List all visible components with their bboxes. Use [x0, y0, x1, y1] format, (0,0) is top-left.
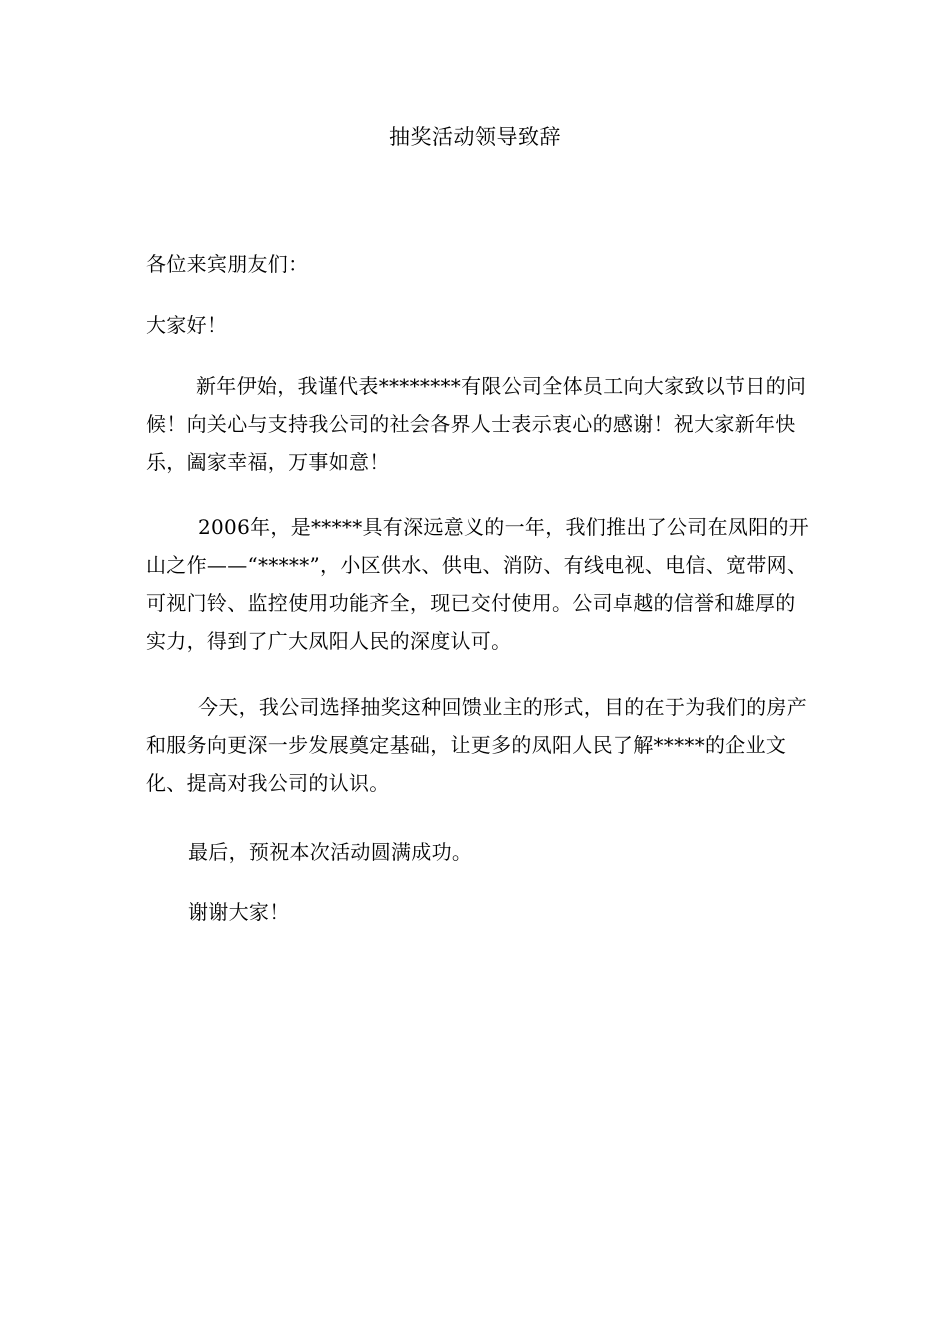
closing-thanks: 谢谢大家！	[188, 900, 290, 924]
paragraph-text: 今天，我公司选择抽奖这种回馈业主的形式，目的在于为我们的房产和服务向更深一步发展奠定基础，让更多的凤阳人民了解*****的企业文化、提高对我公司的认识。	[146, 695, 807, 795]
greeting: 大家好！	[146, 313, 228, 337]
paragraph-new-year	[146, 367, 810, 481]
salutation: 各位来宾朋友们：	[146, 252, 309, 276]
paragraph-text: 2006年，是*****具有深远意义的一年，我们推出了公司在凤阳的开山之作——“*****”，小区供水、供电、消防、有线电视、电信、宽带网、可视门铃、监控使用功能齐全，现已交付使用。公司卓越的信誉和雄厚的实力，得到了广大凤阳人民的深度认可。	[146, 515, 810, 653]
paragraph-today	[146, 688, 810, 802]
closing-wish: 最后，预祝本次活动圆满成功。	[188, 840, 473, 864]
paragraph-text: 新年伊始，我谨代表********有限公司全体员工向大家致以节日的问候！向关心与支持我公司的社会各界人士表示衷心的感谢！祝大家新年快乐，阖家幸福，万事如意！	[146, 374, 807, 474]
document-title: 抽奖活动领导致辞	[389, 125, 561, 149]
paragraph-2006	[146, 508, 810, 660]
